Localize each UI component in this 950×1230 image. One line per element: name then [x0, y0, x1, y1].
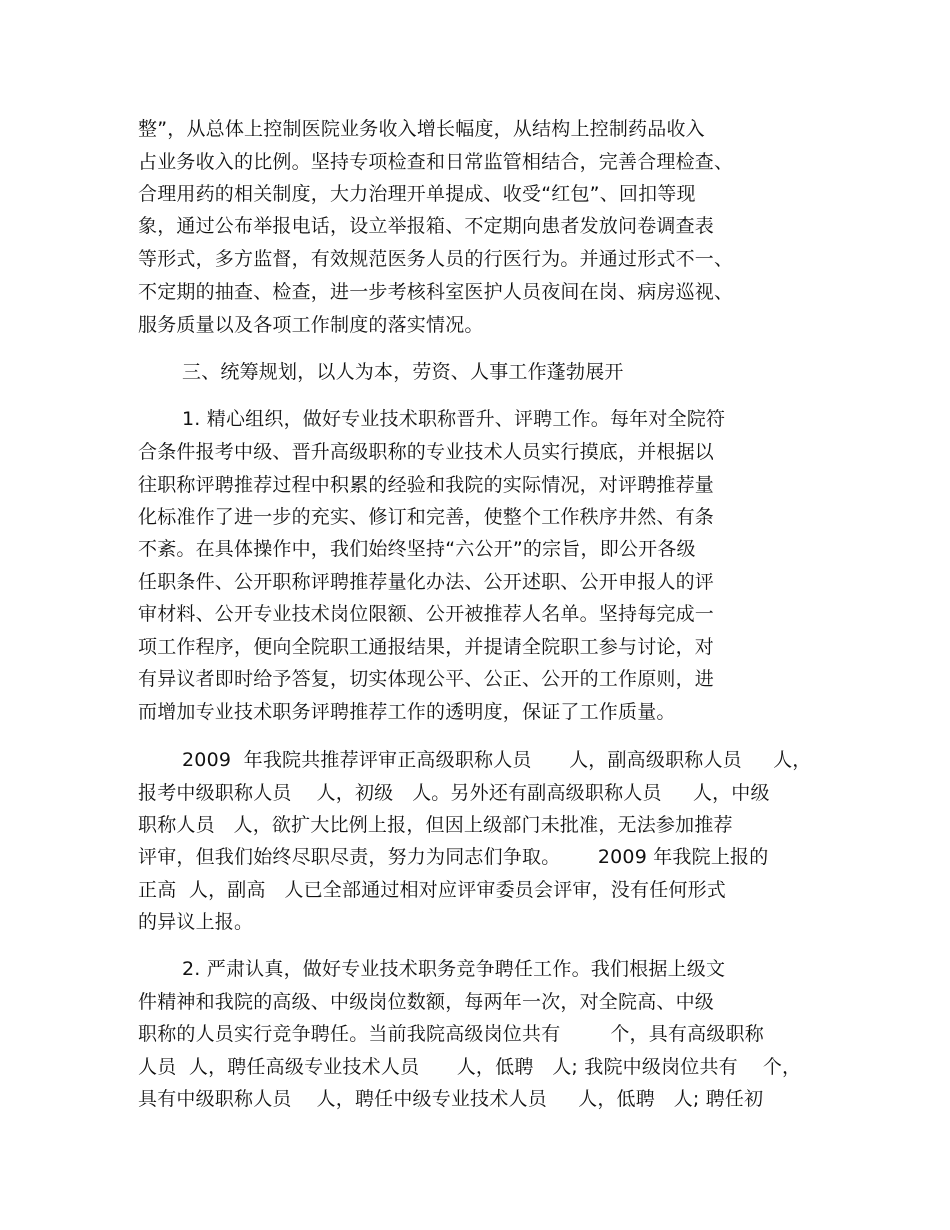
- section-heading: 三、统筹规划，以人为本，劳资、人事工作蓬勃展开: [182, 361, 624, 383]
- text-line: 评审，但我们始终尽职尽责，努力为同志们争取。 2009 年我院上报的: [138, 846, 769, 868]
- text-line: 整”，从总体上控制医院业务收入增长幅度，从结构上控制药品收入: [138, 118, 705, 140]
- text-line: 审材料、公开专业技术岗位限额、公开被推荐人名单。坚持每完成一: [138, 603, 715, 625]
- text-line: 不定期的抽查、检查，进一步考核科室医护人员夜间在岗、病房巡视、: [138, 281, 734, 303]
- text-line: 化标准作了进一步的充实、修订和完善，使整个工作秩序井然、有条: [138, 506, 715, 528]
- text-line: 具有中级职称人员 人，聘任中级专业技术人员 人，低聘 人; 聘任初: [138, 1088, 764, 1110]
- text-line: 项工作程序，便向全院职工通报结果，并提请全院职工参与讨论，对: [138, 636, 715, 658]
- text-line: 占业务收入的比例。坚持专项检查和日常监管相结合，完善合理检查、: [138, 151, 734, 173]
- text-line: 1. 精心组织，做好专业技术职称晋升、评聘工作。每年对全院符: [182, 408, 726, 430]
- text-line: 合条件报考中级、晋升高级职称的专业技术人员实行摸底，并根据以: [138, 441, 715, 463]
- text-line: 合理用药的相关制度，大力治理开单提成、收受“红包”、回扣等现: [138, 183, 696, 205]
- text-line: 报考中级职称人员 人，初级 人。另外还有副高级职称人员 人，中级: [138, 782, 770, 804]
- text-line: 任职条件、公开职称评聘推荐量化办法、公开述职、公开申报人的评: [138, 571, 715, 593]
- text-line: 等形式，多方监督，有效规范医务人员的行医行为。并通过形式不一、: [138, 248, 734, 270]
- text-line: 有异议者即时给予答复，切实体现公平、公正、公开的工作原则，进: [138, 668, 715, 690]
- text-line: 的异议上报。: [138, 911, 254, 933]
- text-line: 2. 严肃认真，做好专业技术职务竞争聘任工作。我们根据上级文: [182, 958, 726, 980]
- text-line: 职称的人员实行竞争聘任。当前我院高级岗位共有 个，具有高级职称: [138, 1023, 764, 1045]
- text-line: 职称人员 人，欲扩大比例上报，但因上级部门未批准，无法参加推荐: [138, 814, 733, 836]
- text-line: 件精神和我院的高级、中级岗位数额，每两年一次，对全院高、中级: [138, 991, 715, 1013]
- text-line: 正高 人，副高 人已全部通过相对应评审委员会评审，没有任何形式: [138, 879, 726, 901]
- text-line: 往职称评聘推荐过程中积累的经验和我院的实际情况，对评聘推荐量: [138, 474, 715, 496]
- text-line: 2009 年我院共推荐评审正高级职称人员 人，副高级职称人员 人，: [182, 749, 812, 771]
- text-line: 象，通过公布举报电话，设立举报箱、不定期向患者发放问卷调查表: [138, 215, 715, 237]
- text-line: 人员 人，聘任高级专业技术人员 人，低聘 人; 我院中级岗位共有 个，: [138, 1056, 802, 1078]
- text-line: 而增加专业技术职务评聘推荐工作的透明度，保证了工作质量。: [138, 701, 676, 723]
- text-line: 服务质量以及各项工作制度的落实情况。: [138, 314, 484, 336]
- text-line: 不紊。在具体操作中，我们始终坚持“六公开”的宗旨，即公开各级: [138, 538, 696, 560]
